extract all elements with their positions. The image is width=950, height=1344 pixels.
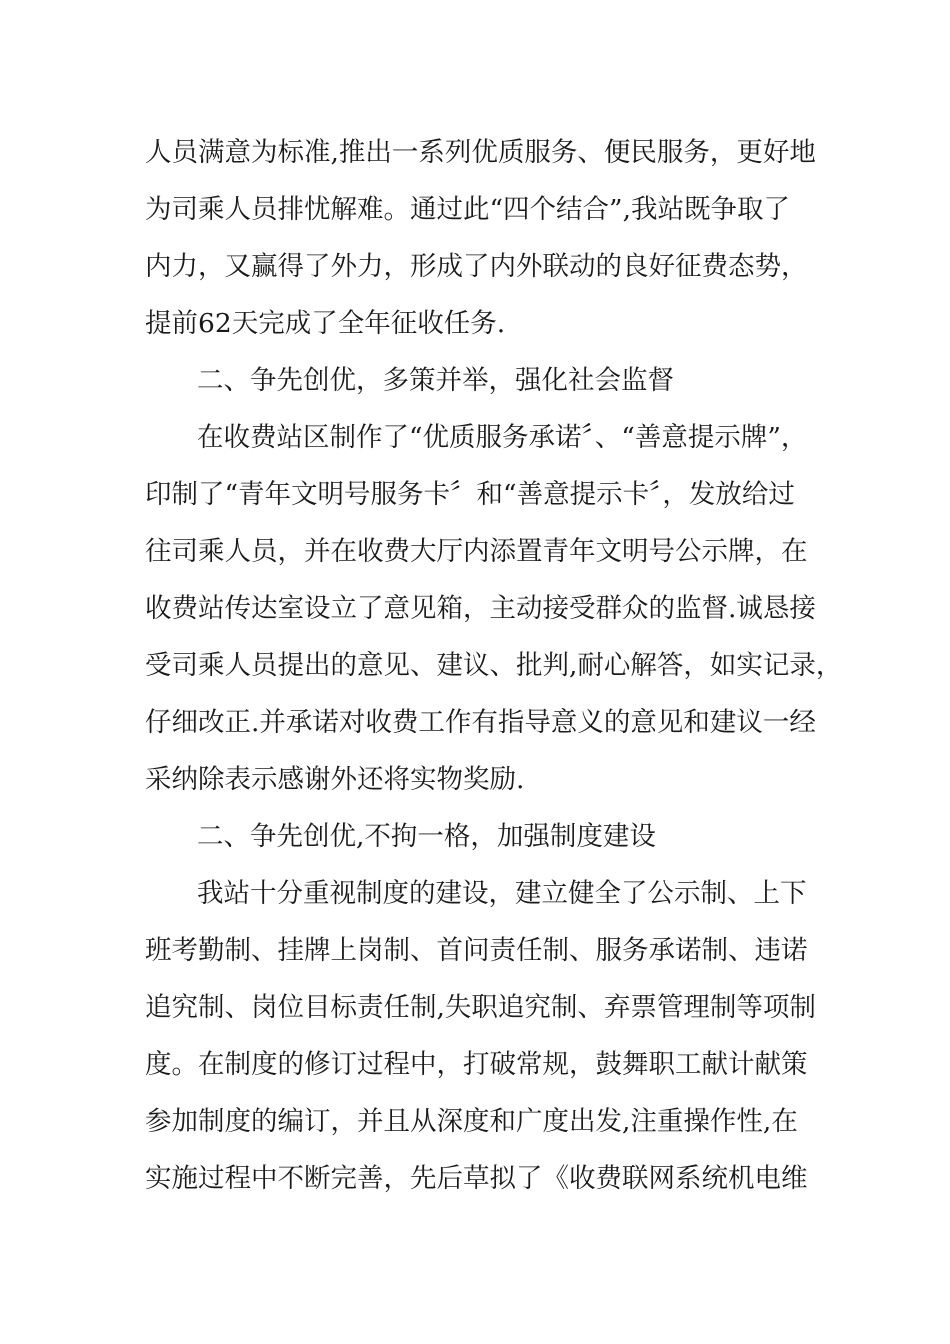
text-line: 人员满意为标准,推出一系列优质服务、便民服务，更好地 bbox=[145, 137, 816, 168]
text-line: 采纳除表示感谢外还将实物奖励. bbox=[145, 764, 525, 795]
text-line: 追究制、岗位目标责任制,失职追究制、弃票管理制等项制 bbox=[145, 992, 816, 1023]
text-line: 仔细改正.并承诺对收费工作有指导意义的意见和建议一经 bbox=[145, 707, 816, 738]
text-line: 内力，又赢得了外力，形成了内外联动的良好征费态势， bbox=[145, 251, 808, 282]
text-line: 往司乘人员，并在收费大厅内添置青年文明号公示牌，在 bbox=[145, 536, 808, 567]
text-line: 提前62天完成了全年征收任务. bbox=[145, 308, 506, 339]
text-line: 受司乘人员提出的意见、建议、批判,耐心解答，如实记录， bbox=[145, 650, 843, 681]
text-line: 收费站传达室设立了意见箱，主动接受群众的监督.诚恳接 bbox=[145, 593, 816, 624]
section-heading: 二、争先创优，多策并举，强化社会监督 bbox=[197, 365, 674, 396]
text-line: 参加制度的编订，并且从深度和广度出发,注重操作性,在 bbox=[145, 1106, 798, 1137]
text-line: 我站十分重视制度的建设，建立健全了公示制、上下 bbox=[197, 878, 807, 909]
text-line: 度。在制度的修订过程中，打破常规，鼓舞职工献计献策 bbox=[145, 1049, 808, 1080]
text-line: 印制了“青年文明号服务卡〞和“善意提示卡〞，发放给过 bbox=[145, 479, 795, 510]
text-line: 实施过程中不断完善，先后草拟了《收费联网系统机电维 bbox=[145, 1163, 808, 1194]
text-line: 班考勤制、挂牌上岗制、首问责任制、服务承诺制、违诺 bbox=[145, 935, 808, 966]
text-line: 为司乘人员排忧解难。通过此“四个结合”,我站既争取了 bbox=[145, 194, 791, 225]
text-line: 在收费站区制作了“优质服务承诺〞、“善意提示牌”， bbox=[197, 422, 808, 453]
section-heading: 二、争先创优,不拘一格，加强制度建设 bbox=[197, 821, 656, 852]
